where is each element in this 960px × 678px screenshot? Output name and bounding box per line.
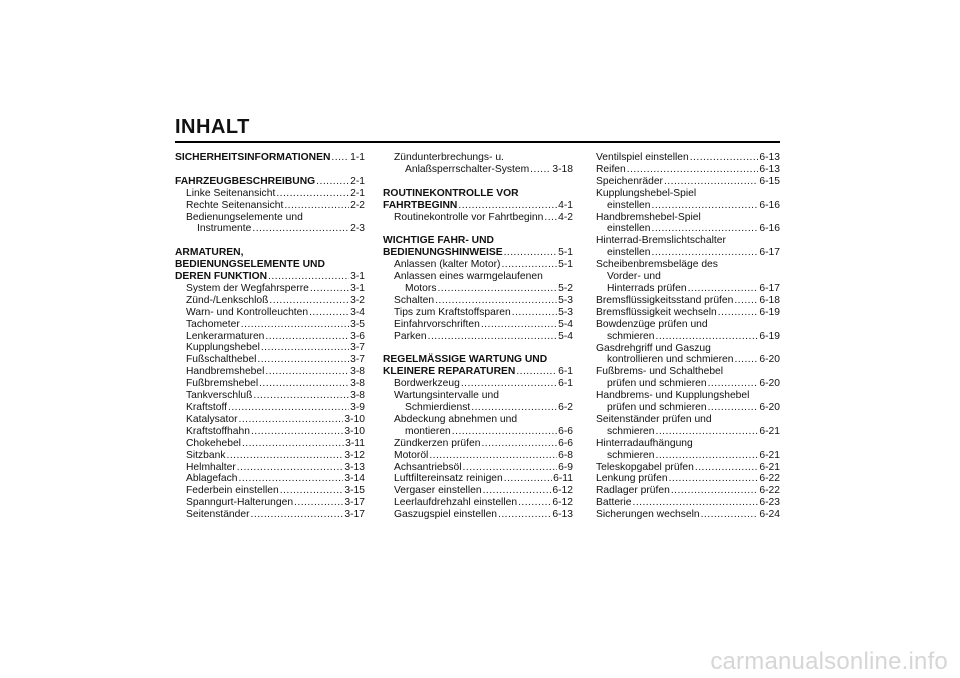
toc-entry[interactable]: Ventilspiel einstellen . . . 6-13 [596,152,780,164]
page-title: INHALT [175,116,250,138]
toc-entry[interactable]: Linke Seitenansicht . . . 2-1 [175,188,365,200]
toc-entry[interactable]: Lenkerarmaturen . . . 3-6 [175,331,365,343]
toc-column-3 [596,152,780,521]
toc-entry[interactable]: Reifen . . . 6-13 [596,164,780,176]
toc-entry[interactable]: Kraftstoff . . . 3-9 [175,402,365,414]
toc-column-2 [383,152,573,521]
toc-entry[interactable]: ARMATUREN, BEDIENUNGSELEMENTE UND DEREN FUNKTION . . . 3-1 [175,247,365,283]
toc-entry[interactable]: Helmhalter . . . 3-13 [175,462,365,474]
toc-entry[interactable]: Bremsflüssigkeitsstand prüfen . . . 6-18 [596,295,780,307]
toc-entry[interactable]: Vergaser einstellen . . . 6-12 [383,485,573,497]
toc-entry[interactable]: Scheibenbremsbeläge des Vorder- und Hinterrads prüfen . . . 6-17 [596,259,780,295]
toc-entry[interactable]: Handbrems- und Kupplungshebel prüfen und schmieren . . . 6-20 [596,390,780,414]
toc-entry[interactable]: Seitenständer prüfen und schmieren . . . 6-21 [596,414,780,438]
toc-entry[interactable]: Wartungsintervalle und Schmierdienst . . . 6-2 [383,390,573,414]
toc-entry[interactable]: Tips zum Kraftstoffsparen . . . 5-3 [383,307,573,319]
toc-entry[interactable]: Hinterrad-Bremslichtschalter einstellen . . . 6-17 [596,235,780,259]
toc-entry[interactable]: Zünd-/Lenkschloß . . . 3-2 [175,295,365,307]
toc-entry[interactable]: Fußbremshebel . . . 3-8 [175,378,365,390]
toc-entry[interactable]: Kupplungshebel . . . 3-7 [175,342,365,354]
toc-entry[interactable]: Bedienungselemente und Instrumente . . . 2-3 [175,212,365,236]
toc-entry[interactable]: Warn- und Kontrolleuchten . . . 3-4 [175,307,365,319]
toc-entry[interactable]: Routinekontrolle vor Fahrtbeginn . . . 4-2 [383,212,573,224]
toc-entry[interactable]: SICHERHEITSINFORMATIONEN . . . 1-1 [175,152,365,164]
toc-entry[interactable]: Seitenständer . . . 3-17 [175,509,365,521]
toc-entry[interactable]: Zündunterbrechungs- u. Anlaßsperrschalter-System . . . 3-18 [383,152,573,176]
toc-entry[interactable]: Einfahrvorschriften . . . 5-4 [383,319,573,331]
toc-entry[interactable]: Tachometer . . . 3-5 [175,319,365,331]
toc-entry[interactable]: Abdeckung abnehmen und montieren . . . 6-6 [383,414,573,438]
toc-entry[interactable]: Bordwerkzeug . . . 6-1 [383,378,573,390]
toc-entry[interactable]: Lenkung prüfen . . . 6-22 [596,473,780,485]
toc-entry[interactable]: Sitzbank . . . 3-12 [175,450,365,462]
toc-entry[interactable]: Gaszugspiel einstellen . . . 6-13 [383,509,573,521]
toc-entry[interactable]: Tankverschluß . . . 3-8 [175,390,365,402]
toc-entry[interactable]: Kraftstoffhahn . . . 3-10 [175,426,365,438]
toc-entry[interactable]: Bremsflüssigkeit wechseln . . . 6-19 [596,307,780,319]
toc-entry[interactable]: WICHTIGE FAHR- UND BEDIENUNGSHINWEISE . . . 5-1 [383,235,573,259]
toc-entry[interactable]: Anlassen eines warmgelaufenen Motors . . . 5-2 [383,271,573,295]
toc-column-1 [175,152,365,521]
watermark-text: carmanualsonline.info [710,648,948,675]
toc-entry[interactable]: FAHRZEUGBESCHREIBUNG . . . 2-1 [175,176,365,188]
toc-entry[interactable]: Speichenräder . . . 6-15 [596,176,780,188]
title-rule [175,141,780,143]
toc-entry[interactable]: Spanngurt-Halterungen . . . 3-17 [175,497,365,509]
toc-entry[interactable]: Luftfiltereinsatz reinigen . . . 6-11 [383,473,573,485]
toc-entry[interactable]: Teleskopgabel prüfen . . . 6-21 [596,462,780,474]
toc-entry[interactable]: Leerlaufdrehzahl einstellen . . . 6-12 [383,497,573,509]
toc-entry[interactable]: Rechte Seitenansicht . . . 2-2 [175,200,365,212]
toc-entry[interactable]: Motoröl . . . 6-8 [383,450,573,462]
toc-entry[interactable]: Federbein einstellen . . . 3-15 [175,485,365,497]
toc-entry[interactable]: Ablagefach . . . 3-14 [175,473,365,485]
toc-entry[interactable]: REGELMÄSSIGE WARTUNG UND KLEINERE REPARATUREN . . . 6-1 [383,354,573,378]
toc-entry[interactable]: Chokehebel . . . 3-11 [175,438,365,450]
toc-entry[interactable]: ROUTINEKONTROLLE VOR FAHRTBEGINN . . . 4-1 [383,188,573,212]
toc-entry[interactable]: System der Wegfahrsperre . . . 3-1 [175,283,365,295]
toc-entry[interactable]: Radlager prüfen . . . 6-22 [596,485,780,497]
toc-entry[interactable]: Zündkerzen prüfen . . . 6-6 [383,438,573,450]
toc-entry[interactable]: Fußbrems- und Schalthebel prüfen und schmieren . . . 6-20 [596,366,780,390]
toc-entry[interactable]: Bowdenzüge prüfen und schmieren . . . 6-19 [596,319,780,343]
toc-entry[interactable]: Achsantriebsöl . . . 6-9 [383,462,573,474]
toc-entry[interactable]: Handbremshebel . . . 3-8 [175,366,365,378]
toc-entry[interactable]: Hinterradaufhängung schmieren . . . 6-21 [596,438,780,462]
toc-entry[interactable]: Sicherungen wechseln . . . 6-24 [596,509,780,521]
toc-entry[interactable]: Handbremshebel-Spiel einstellen . . . 6-16 [596,212,780,236]
toc-entry[interactable]: Gasdrehgriff und Gaszug kontrollieren und schmieren . . . 6-20 [596,343,780,367]
toc-entry[interactable]: Kupplungshebel-Spiel einstellen . . . 6-16 [596,188,780,212]
toc-entry[interactable]: Batterie . . . 6-23 [596,497,780,509]
toc-entry[interactable]: Parken . . . 5-4 [383,331,573,343]
toc-entry[interactable]: Anlassen (kalter Motor) . . . 5-1 [383,259,573,271]
toc-entry[interactable]: Katalysator . . . 3-10 [175,414,365,426]
toc-entry[interactable]: Schalten . . . 5-3 [383,295,573,307]
toc-entry[interactable]: Fußschalthebel . . . 3-7 [175,354,365,366]
